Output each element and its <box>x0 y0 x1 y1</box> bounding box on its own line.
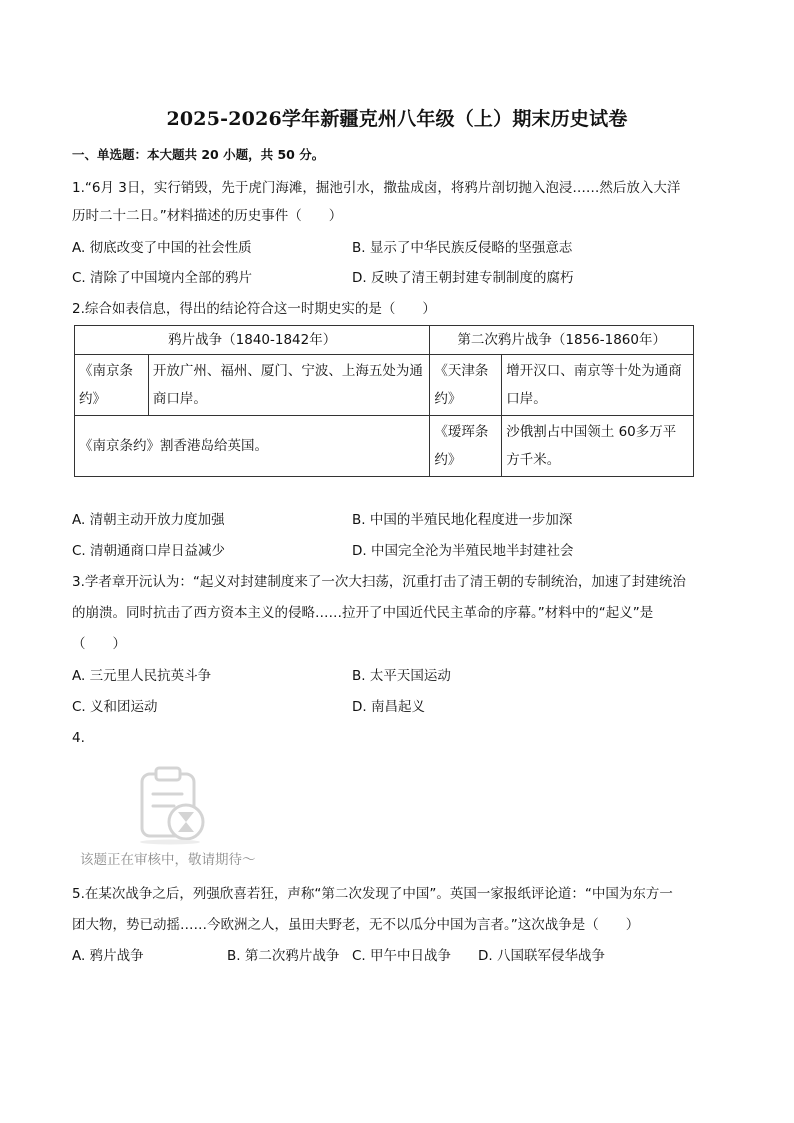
question-5-text: 5.在某次战争之后，列强欣喜若狂，声称“第二次发现了中国”。英国一家报纸评论道：“中国为东方一 <box>72 886 673 902</box>
question-1-option-d: D. 反映了清王朝封建专制制度的腐朽 <box>352 270 574 286</box>
question-1-text: 历时二十二日。”材料描述的历史事件（ ） <box>72 208 343 224</box>
table-header-second-opium-war: 第二次鸦片战争（1856-1860年） <box>430 326 694 355</box>
question-1-text: 1.“6月 3日，实行销毁，先于虎门海滩，掘池引水，撒盐成卤，将鸦片剖切抛入泡浸……然后放入大洋 <box>72 180 681 196</box>
question-1-option-b: B. 显示了中华民族反侵略的坚强意志 <box>352 240 573 256</box>
question-2-option-c: C. 清朝通商口岸日益减少 <box>72 543 226 559</box>
question-3-text: 3.学者章开沅认为：“起义对封建制度来了一次大扫荡，沉重打击了清王朝的专制统治，加速了封建统治 <box>72 574 686 590</box>
question-1-option-c: C. 清除了中国境内全部的鸦片 <box>72 270 253 286</box>
pending-review-text: 该题正在审核中，敬请期待～ <box>80 852 256 868</box>
question-3-option-a: A. 三元里人民抗英斗争 <box>72 668 212 684</box>
question-2-option-b: B. 中国的半殖民地化程度进一步加深 <box>352 512 573 528</box>
question-5-option-d: D. 八国联军侵华战争 <box>478 948 605 964</box>
section-heading: 一、单选题：本大题共 20 小题，共 50 分。 <box>72 147 325 162</box>
question-5-option-b: B. 第二次鸦片战争 <box>227 948 340 964</box>
table-header-opium-war: 鸦片战争（1840-1842年） <box>75 326 430 355</box>
table-header-row <box>75 326 694 355</box>
question-2-text: 2.综合如表信息，得出的结论符合这一时期史实的是（ ） <box>72 301 436 317</box>
treaty-table <box>74 325 694 477</box>
table-row <box>75 416 694 477</box>
question-5-option-c: C. 甲午中日战争 <box>352 948 452 964</box>
table-row <box>75 355 694 416</box>
pending-review-icon <box>132 762 216 846</box>
question-5-text: 团大物，势已动摇……今欧洲之人，虽田夫野老，无不以瓜分中国为言者。”这次战争是（ ） <box>72 917 640 933</box>
question-3-option-d: D. 南昌起义 <box>352 699 425 715</box>
table-cell: 《南京条约》割香港岛给英国。 <box>75 416 430 477</box>
question-3-text: 的崩溃。同时抗击了西方资本主义的侵略……拉开了中国近代民主革命的序幕。”材料中的“起义”是 <box>72 605 654 621</box>
table-cell: 开放广州、福州、厦门、宁波、上海五处为通商口岸。 <box>148 355 429 416</box>
question-1-option-a: A. 彻底改变了中国的社会性质 <box>72 240 252 256</box>
question-4-number: 4. <box>72 730 85 746</box>
table-cell: 沙俄割占中国领土 60多万平方千米。 <box>502 416 694 477</box>
table-cell: 《瑷珲条约》 <box>430 416 502 477</box>
question-3-text: （ ） <box>72 636 126 652</box>
page-title: 2025-2026学年新疆克州八年级（上）期末历史试卷 <box>166 108 628 130</box>
table-cell: 《天津条约》 <box>430 355 502 416</box>
table-cell: 增开汉口、南京等十处为通商口岸。 <box>502 355 694 416</box>
question-3-option-b: B. 太平天国运动 <box>352 668 451 684</box>
table-cell: 《南京条约》 <box>75 355 149 416</box>
question-2-option-a: A. 清朝主动开放力度加强 <box>72 512 225 528</box>
question-5-option-a: A. 鸦片战争 <box>72 948 144 964</box>
question-2-option-d: D. 中国完全沦为半殖民地半封建社会 <box>352 543 574 559</box>
question-3-option-c: C. 义和团运动 <box>72 699 158 715</box>
